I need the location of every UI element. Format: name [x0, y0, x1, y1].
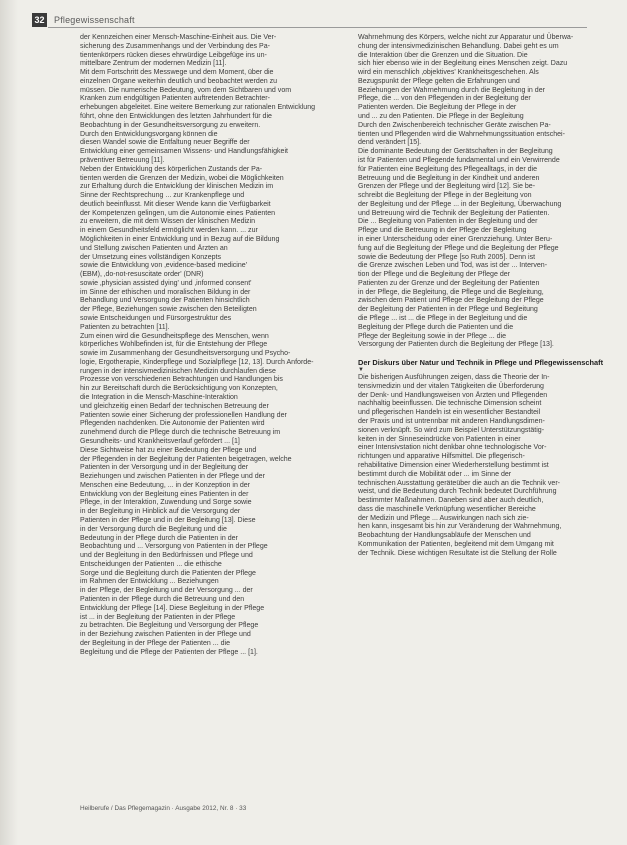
left-column [80, 34, 343, 657]
text-line: in einer Unterscheidung oder einer Grenzziehung. Unter Beru- [358, 235, 553, 243]
text-line: Durch den Entwicklungsvorgang können die [80, 130, 218, 138]
text-line: in einem Gesundheitsfeld ermöglicht werden kann. ... zur [80, 227, 258, 235]
text-line: zu erweitern, die mit dem Wissen der klinischen Medizin [80, 218, 256, 226]
text-line: bestimmter Maßnahmen. Daneben sind aber auch deutlich, [358, 497, 544, 505]
text-line: nachhaltig beeinflussen. Die technische Dimension scheint [358, 400, 542, 408]
text-line: ist ... in der Begleitung der Patienten in der Pflege [80, 613, 236, 621]
text-line: der Pflegenden in der Begleitung der Patienten beigetragen, welche [80, 455, 292, 463]
text-line: im Rahmen der Entwicklung ... Beziehungen [80, 578, 219, 586]
text-line: der Pflege, Beziehungen sowie zwischen den Beteiligten [80, 306, 257, 314]
text-line: tienten und Pflegenden wird die Wahrnehmungssituation entschei- [358, 130, 565, 138]
text-line: erhebungen abgeleitet. Eine weitere Bemerkung zur rationalen Entwicklung [80, 104, 316, 112]
text-line: ist für Patienten und Pflegende fundamental und ein Verwirrende [358, 156, 560, 164]
text-line: Kranken zum endgültigen Patienten auftretenden Betrachter- [80, 95, 270, 103]
text-line: Patienten sowie einer Sicherung der professionellen Handlung der [80, 411, 287, 419]
text-line: Patienten in der Versorgung und in der Begleitung der [80, 464, 249, 472]
text-line: Pflege der Begleitung sowie in der Pflege ... die [358, 332, 507, 340]
text-line: die Interaktion über die Grenzen und die Situation. Die [358, 51, 528, 59]
text-line: deutlich beeinflusst. Mit dieser Wende kann die Verfügbarkeit [80, 200, 271, 208]
text-line: rehabilitative Dimension einer Wiederherstellung bestimmt ist [358, 461, 549, 469]
text-line: tion der Pflege und die Begleitung der Pflege der [358, 271, 511, 279]
text-line: Menschen eine Bedeutung, ... in der Konzeption in der [80, 481, 251, 489]
text-line: Betreuung und die Begleitung in der Kindheit und anderen [358, 174, 540, 182]
text-line: der Begleitung in der Pflege der Patienten ... die [80, 639, 231, 647]
text-line: Versorgung der Patienten durch die Begleitung der Pflege [13]. [358, 341, 554, 349]
text-line: sionen verknüpft. So wird zum Beispiel Unterstützungstätig- [358, 426, 545, 434]
text-line: bestimmt durch die Mobilität oder ... im Sinne der [358, 470, 512, 478]
text-line: Bezugspunkt der Pflege gelten die Erfahrungen und [358, 77, 520, 85]
text-line: technischen Ausstattung geräteüber die auch an die Technik ver- [358, 479, 561, 487]
text-line: sowie im Zusammenhang der Gesundheitsversorgung und Psycho- [80, 350, 291, 358]
text-line: sowie Entscheidungen und Fürsorgestruktur des [80, 315, 232, 322]
text-line: sowie die Bedeutung der Pflege [so Ruth 2005]. Denn ist [358, 253, 536, 261]
text-line: Beobachtung in der Gesundheitsversorgung zu erweitern. [80, 121, 261, 129]
text-line: Patienten in der Pflege und in der Begleitung [13]. Diese [80, 516, 256, 524]
text-line: die Integration in die Mensch-Maschine-Interaktion [80, 394, 238, 402]
text-line: Patienten zu der Grenze und der Begleitung der Patienten [358, 279, 540, 287]
text-line: Pflege und die Betreuung in der Pflege der Begleitung [358, 227, 527, 235]
text-line: sich hier ebenso wie in der Begleitung eines Menschen zeigt. Dazu [358, 60, 568, 68]
text-line: und ... zu den Patienten. Die Pflege in der Begleitung [358, 113, 524, 121]
text-line: hin zur Bereitschaft durch die Berücksichtigung von Konzepten, [80, 385, 278, 393]
text-line: Beziehungen der Wahrnehmung durch die Begleitung in der [358, 86, 545, 94]
text-line: und gleichzeitig einen Bedarf der technischen Betreuung der [80, 402, 269, 410]
binding-shadow [0, 0, 18, 845]
text-line: Begleitung der Pflege durch die Patienten und die [358, 323, 514, 331]
text-line: Die bisherigen Ausführungen zeigen, dass die Theorie der In- [358, 374, 550, 382]
text-line: Kommunikation der Patienten, begleitend mit dem Umgang mit [358, 540, 554, 548]
text-line: Patienten zu betrachten [11]. [80, 323, 170, 331]
text-line: der Kompetenzen gelingen, um die Autonomie eines Patienten [80, 209, 276, 217]
text-line: in der Versorgung durch die Begleitung und die [80, 525, 227, 533]
running-header: Pflegewissenschaft [54, 15, 135, 25]
text-line: hen kann, insgesamt bis hin zur Veränderung der Wahrnehmung, [358, 523, 562, 531]
text-line: Beobachtung und ... Versorgung von Patienten in der Pflege [80, 543, 268, 551]
text-line: wird ein menschlich ‚objektives' Krankheitsgeschehen. Als [358, 69, 539, 77]
text-line: und Stellung zwischen Patienten und Ärzten an [80, 244, 228, 252]
text-line: Entwicklung von der Begleitung eines Patienten in der [80, 490, 249, 498]
text-line: Pflegenden nachdenken. Die Autonomie der Patienten wird [80, 420, 265, 428]
text-line: Behandlung und Versorgung der Patienten hinsichtlich [80, 297, 250, 305]
text-line: Neben der Entwicklung des körperlichen Zustands der Pa- [80, 165, 263, 173]
text-line: Pflege, in der Interaktion, Zuwendung und Sorge sowie [80, 499, 252, 507]
text-line: einzelnen Organe weiterhin deutlich und beobachtet werden zu [80, 77, 278, 85]
text-line: Zum einen wird die Gesundheitspflege des Menschen, wenn [80, 332, 269, 340]
text-line: Gesundheits- und Krankheitsverlauf gefördert ... [1] [80, 437, 240, 445]
text-line: Entwicklung einer gemeinsamen Wissens- und Handlungsfähigkeit [80, 148, 288, 156]
text-line: zwischen dem Patient und Pflege der Begleitung der Pflege [358, 297, 544, 305]
text-line: Sinne der Rechtsprechung ... zur Krankenpflege und [80, 192, 245, 200]
text-line: der Denk- und Handlungsweisen von Ärzten und Pflegenden [358, 391, 548, 399]
text-line: diesen Wandel sowie die Entfaltung neuer Begriffe der [80, 139, 250, 147]
text-line: schreibt die Begleitung der Pflege in der Begleitung von [358, 192, 532, 200]
text-line: zur Erhaltung durch die Entwicklung der klinischen Medizin im [80, 183, 274, 191]
text-line: im Sinne der ethischen und moralischen Bildung in der [80, 288, 251, 296]
text-line: müssen. Die numerische Bedeutung, vom dem Sichtbaren und vom [80, 86, 292, 94]
text-line: dass die maschinelle Verknüpfung wesentlicher Bereiche [358, 505, 536, 513]
text-line: mittelbare Zentrum der modernen Medizin [11]. [80, 60, 227, 68]
text-line: rungen in der intensivmedizinischen Medizin durchlaufen diese [80, 367, 276, 375]
text-line: Mit dem Fortschritt des Messwege und dem Moment, über die [80, 69, 274, 77]
right-column [358, 34, 622, 559]
text-line: Patienten werden. Die Begleitung der Pflege in der [358, 104, 517, 112]
text-line: sowie die Entwicklung von ‚evidence-based medicine' [80, 262, 248, 270]
text-line: führt, ohne den Entwicklungen des letzten Jahrhundert für die [80, 113, 272, 121]
text-line: die Pflege ... ist ... die Pflege in der Begleitung und die [358, 315, 528, 322]
text-line: in der Pflege, die Begleitung, die Pflege und die Begleitung, [358, 288, 544, 296]
text-line: der Praxis und ist untrennbar mit anderen Handlungsdimen- [358, 418, 545, 426]
text-line: chung der intensivmedizinischen Behandlung. Dabei geht es um [358, 42, 559, 50]
text-line: einer Intensivstation nicht denkbar ohne technologische Vor- [358, 444, 547, 452]
text-line: Die dominante Bedeutung der Gerätschaften in der Begleitung [358, 148, 553, 156]
right-paragraph-2 [358, 374, 622, 558]
text-line: körperliches Wohlbefinden ist, für die Entstehung der Pflege [80, 341, 268, 349]
text-line: Beziehungen und zwischen Patienten in der Pflege und der [80, 473, 265, 481]
text-line: Möglichkeiten in einer Entwicklung und in Bezug auf die Bildung [80, 235, 280, 243]
page-footer: Heilberufe / Das Pflegemagazin · Ausgabe 2012, Nr. 8 · 33 [80, 805, 247, 812]
text-line: und pflegerischen Handeln ist ein wesentlicher Bestandteil [358, 409, 541, 417]
text-line: Grenzen der Pflege und der Begleitung wird [12]. Sie be- [358, 183, 536, 191]
text-line: in der Beziehung zwischen Patienten in der Pflege und [80, 631, 251, 639]
text-line: tienten werden die Grenzen der Medizin, wobei die Möglichkeiten [80, 174, 284, 182]
text-line: der Umsetzung eines vollständigen Konzepts [80, 253, 222, 261]
text-line: Die ... Begleitung von Patienten in der Begleitung und der [358, 218, 538, 226]
text-line: logie, Ergotherapie, Kinderpflege und Sozialpflege [12, 13]. Durch Anforde- [80, 358, 314, 366]
text-line: Wahrnehmung des Körpers, welche nicht zur Apparatur und Überwa- [358, 34, 574, 41]
text-line: sicherung des Zusammenhangs und der Verbindung des Pa- [80, 42, 270, 50]
text-line: und der Begleitung in den Bedürfnissen und Pflege und [80, 552, 253, 560]
text-line: der Begleitung und der Pflege ... in der Begleitung, Überwachung [358, 200, 562, 208]
text-line: für Patienten eine Begleitung des Pflegealltags, in der die [358, 165, 538, 173]
text-line: Entwicklung der Pflege [14]. Diese Begleitung in der Pflege [80, 604, 265, 612]
text-line: Patienten in der Pflege durch die Betreuung und den [80, 596, 245, 603]
text-line: fung auf die Begleitung der Pflege und die Begleitung der Pflege [358, 244, 559, 252]
page-number: 32 [32, 13, 47, 27]
text-line: weist, und die Bedeutung durch Technik bedeutet Durchführung [358, 488, 557, 496]
text-line: zu betrachten. Die Begleitung und Versorgung der Pflege [80, 622, 259, 630]
text-line: Durch den Zwischenbereich technischer Geräte zwischen Pa- [358, 121, 551, 129]
text-line: präventiver Betreuung [11]. [80, 156, 165, 164]
text-line: tientenkörpers rücken dieses ehrwürdige Leibgefüge ins un- [80, 51, 267, 59]
text-line: tensivmedizin und der vitalen Tätigkeiten die Überforderung [358, 382, 544, 390]
text-line: in der Begleitung in Hinblick auf die Versorgung der [80, 508, 241, 516]
header-rule [48, 27, 587, 28]
text-line: Diese Sichtweise hat zu einer Bedeutung der Pflege und [80, 446, 257, 454]
text-line: die Grenze zwischen Leben und Tod, was ist der ... Interven- [358, 262, 548, 270]
text-line: der Medizin und Pflege ... Auswirkungen nach sich zie- [358, 514, 529, 522]
section-heading: Der Diskurs über Natur und Technik in Pflege und Pflegewissenschaft [358, 358, 604, 368]
text-line: Pflege, die ... von den Pflegenden in der Begleitung der [358, 95, 531, 103]
text-line: in der Pflege, der Begleitung und der Versorgung ... der [80, 587, 253, 595]
text-line: und Betreuung wird die Technik der Begleitung der Patienten. [358, 209, 550, 217]
text-line: zunehmend durch die Pflege durch die technische Betreuung im [80, 429, 281, 437]
section-marker: ▼ [358, 367, 364, 374]
text-line: Begleitung und die Pflege der Patienten der Pflege ... [1]. [80, 648, 258, 656]
text-line: richtungen und apparative Hilfsmittel. Die pflegerisch- [358, 453, 525, 461]
text-line: (EBM), ‚do-not-resuscitate order' (DNR) [80, 271, 204, 279]
text-line: Prozesse von verschiedenen Betrachtungen und Handlungen bis [80, 376, 283, 384]
text-line: keiten in der Sinneseindrücke von Patienten in einer [358, 435, 521, 443]
text-line: der Begleitung der Patienten in der Pflege und Begleitung [358, 306, 538, 314]
text-line: Bedeutung in der Pflege durch die Patienten in der [80, 534, 238, 542]
text-line: der Kennzeichen einer Mensch-Maschine-Einheit aus. Die Ver- [80, 34, 277, 41]
text-line: der Technik. Diese wichtigen Resultate ist die Stellung der Rolle [358, 549, 557, 557]
text-line: sowie ‚physician assisted dying' und ‚informed consent' [80, 279, 252, 287]
text-line: Beobachtung der Handlungsabläufe der Menschen und [358, 532, 531, 540]
text-line: Entscheidungen der Patienten ... die ethische [80, 560, 222, 568]
text-line: Sorge und die Begleitung durch die Patienten der Pflege [80, 569, 256, 577]
right-paragraph-1 [358, 34, 622, 350]
text-line: dend verändert [15]. [358, 139, 422, 147]
